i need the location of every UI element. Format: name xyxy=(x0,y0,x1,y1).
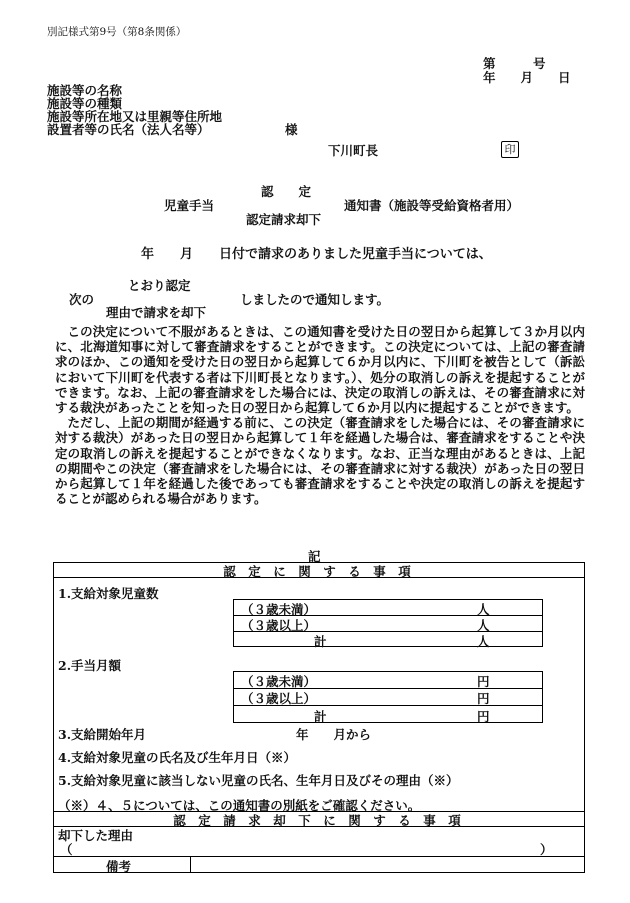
reason-paren-close: ） xyxy=(540,842,553,857)
item3-value: 年 月から xyxy=(296,727,372,742)
item2-row1-label: （３歳未満） xyxy=(241,674,317,689)
appeal-notice-paragraph-1: この決定について不服があるときは、この通知書を受けた日の翌日から起算して３か月以内に、北海道知事に対して審査請求をすることができます。この決定については、上記の審査請求のほか、この通知を受けた日の翌日から起算して６か月以内に、下川町を被告として（訴訟において下川町を代表する者は下川町長となります。）、処分の取消しの訴えを提起することができます。なお、上記の審査請求をした場合には、決定の取消しの訴えは、その審査請求に対する裁決があったことを知った日の翌日から起算して６か月以内に提起することができます。 xyxy=(55,324,585,416)
item1-row2-unit: 人 xyxy=(477,618,490,633)
honorific: 様 xyxy=(285,122,298,137)
result-option-reject: 理由で請求を却下 xyxy=(106,305,207,320)
item1-row2-label: （３歳以上） xyxy=(241,618,317,633)
reason-paren-open: （ xyxy=(60,842,73,857)
seal-mark: 印 xyxy=(501,141,519,158)
facility-type-label: 施設等の種類 xyxy=(47,96,123,111)
result-next: 次の xyxy=(69,292,95,307)
document-number-label: 第 号 xyxy=(483,56,546,71)
item1-label: 1.支給対象児童数 xyxy=(58,586,159,601)
founder-name-label: 設置者等の氏名（法人名等） xyxy=(47,122,210,137)
issuer-name: 下川町長 xyxy=(328,143,379,158)
title-suffix: 通知書（施設等受給資格者用） xyxy=(344,198,520,213)
item2-label: 2.手当月額 xyxy=(58,658,122,673)
item1-row1-unit: 人 xyxy=(477,602,490,617)
certification-header: 認 定 に 関 す る 事 項 xyxy=(223,564,411,579)
item4-label: 4.支給対象児童の氏名及び生年月日（※） xyxy=(58,750,297,765)
item1-total-unit: 人 xyxy=(477,634,490,649)
footnote: （※）４、５については、この通知書の別紙をご確認ください。 xyxy=(58,798,421,813)
rejection-header: 認 定 請 求 却 下 に 関 す る 事 項 xyxy=(173,813,461,828)
title-option-approve: 認 定 xyxy=(261,184,312,199)
item1-total-label: 計 xyxy=(314,634,327,649)
item2-total-label: 計 xyxy=(314,709,327,724)
result-option-approve: とおり認定 xyxy=(128,278,191,293)
rejection-reason-label: 却下した理由 xyxy=(58,828,134,843)
date-label: 年 月 日 xyxy=(483,70,571,85)
item5-label: 5.支給対象児童に該当しない児童の氏名、生年月日及びその理由（※） xyxy=(58,773,459,788)
item2-row2-label: （３歳以上） xyxy=(241,691,317,706)
appeal-notice-paragraph-2: ただし、上記の期間が経過する前に、この決定（審査請求をした場合には、その審査請求に対する裁決）があった日の翌日から起算して１年を経過した場合は、審査請求をすることや決定の取消しの訴えを提起することができなくなります。なお、正当な理由があるときは、上記の期間やこの決定（審査請求をした場合には、その審査請求に対する裁決）があった日の翌日から起算して１年を経過した後であっても審査請求をすることや決定の取消しの訴えを提起することが認められる場合があります。 xyxy=(55,415,585,507)
facility-address-label: 施設等所在地又は里親等住所地 xyxy=(47,109,223,124)
title-option-reject: 認定請求却下 xyxy=(246,212,322,227)
form-id: 別記様式第9号（第8条関係） xyxy=(47,26,187,38)
facility-name-label: 施設等の名称 xyxy=(47,83,123,98)
item2-row2-unit: 円 xyxy=(477,691,490,706)
ki-label: 記 xyxy=(308,549,321,564)
title-prefix: 児童手当 xyxy=(164,198,215,213)
item2-row1-unit: 円 xyxy=(477,674,490,689)
appeal-notice xyxy=(55,324,585,506)
remarks-label: 備考 xyxy=(106,859,132,874)
intro-line: 年 月 日付で請求のありました児童手当については、 xyxy=(141,247,492,262)
item2-total-unit: 円 xyxy=(477,709,490,724)
item1-row1-label: （３歳未満） xyxy=(241,602,317,617)
item3-label: 3.支給開始年月 xyxy=(58,727,147,742)
result-suffix: しましたので通知します。 xyxy=(240,292,390,307)
remarks-field xyxy=(191,857,584,872)
